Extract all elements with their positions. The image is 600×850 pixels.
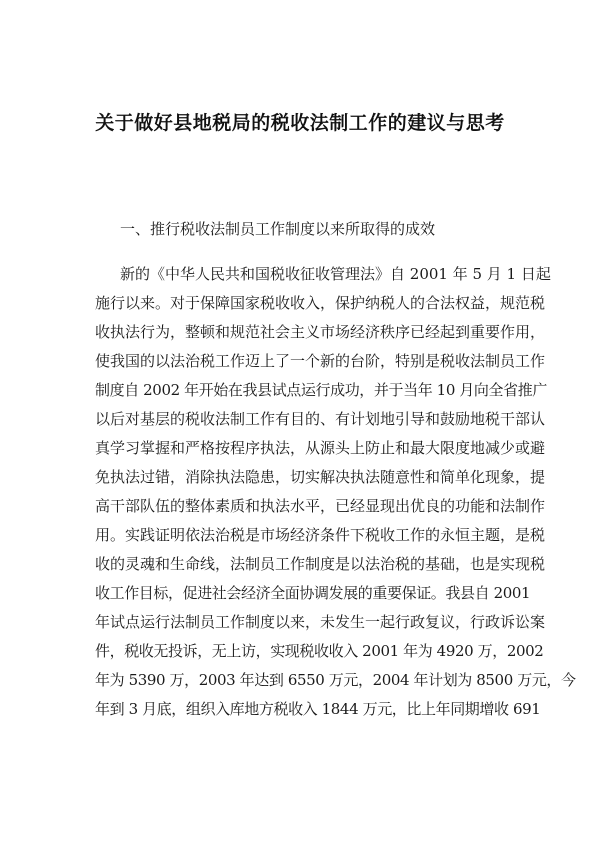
document-title: 关于做好县地税局的税收法制工作的建议与思考 (95, 112, 505, 134)
paragraph-line: 收工作目标，促进社会经济全面协调发展的重要保证。我县自 2001 (95, 584, 531, 602)
paragraph-line: 高干部队伍的整体素质和执法水平，已经显现出优良的功能和法制作 (95, 497, 546, 515)
paragraph-line: 年为 5390 万，2003 年达到 6550 万元，2004 年计划为 8500 万元，今 (95, 671, 576, 689)
paragraph-line: 件，税收无投诉，无上访，实现税收收入 2001 年为 4920 万，2002 (95, 642, 544, 660)
paragraph-line: 用。实践证明依法治税是市场经济条件下税收工作的永恒主题，是税 (95, 526, 546, 544)
paragraph-line: 施行以来。对于保障国家税收收入，保护纳税人的合法权益，规范税 (95, 294, 546, 312)
paragraph-line: 制度自 2002 年开始在我县试点运行成功，并于当年 10 月向全省推广 (95, 381, 547, 399)
paragraph-line: 收执法行为，整顿和规范社会主义市场经济秩序已经起到重要作用， (95, 323, 546, 341)
paragraph-line: 真学习掌握和严格按程序执法，从源头上防止和最大限度地减少或避 (95, 439, 546, 457)
paragraph-line: 收的灵魂和生命线，法制员工作制度是以法治税的基础，也是实现税 (95, 555, 546, 573)
section-heading: 一、推行税收法制员工作制度以来所取得的成效 (120, 220, 436, 238)
paragraph-line: 免执法过错，消除执法隐患，切实解决执法随意性和简单化现象，提 (95, 468, 546, 486)
paragraph-line: 使我国的以法治税工作迈上了一个新的台阶，特别是税收法制员工作 (95, 352, 546, 370)
paragraph-line: 以后对基层的税收法制工作有目的、有计划地引导和鼓励地税干部认 (95, 410, 546, 428)
paragraph-line: 年到 3 月底，组织入库地方税收入 1844 万元，比上年同期增收 691 (95, 700, 541, 718)
paragraph-line: 年试点运行法制员工作制度以来，未发生一起行政复议，行政诉讼案 (95, 613, 546, 631)
paragraph-line: 新的《中华人民共和国税收征收管理法》自 2001 年 5 月 1 日起 (120, 265, 551, 283)
